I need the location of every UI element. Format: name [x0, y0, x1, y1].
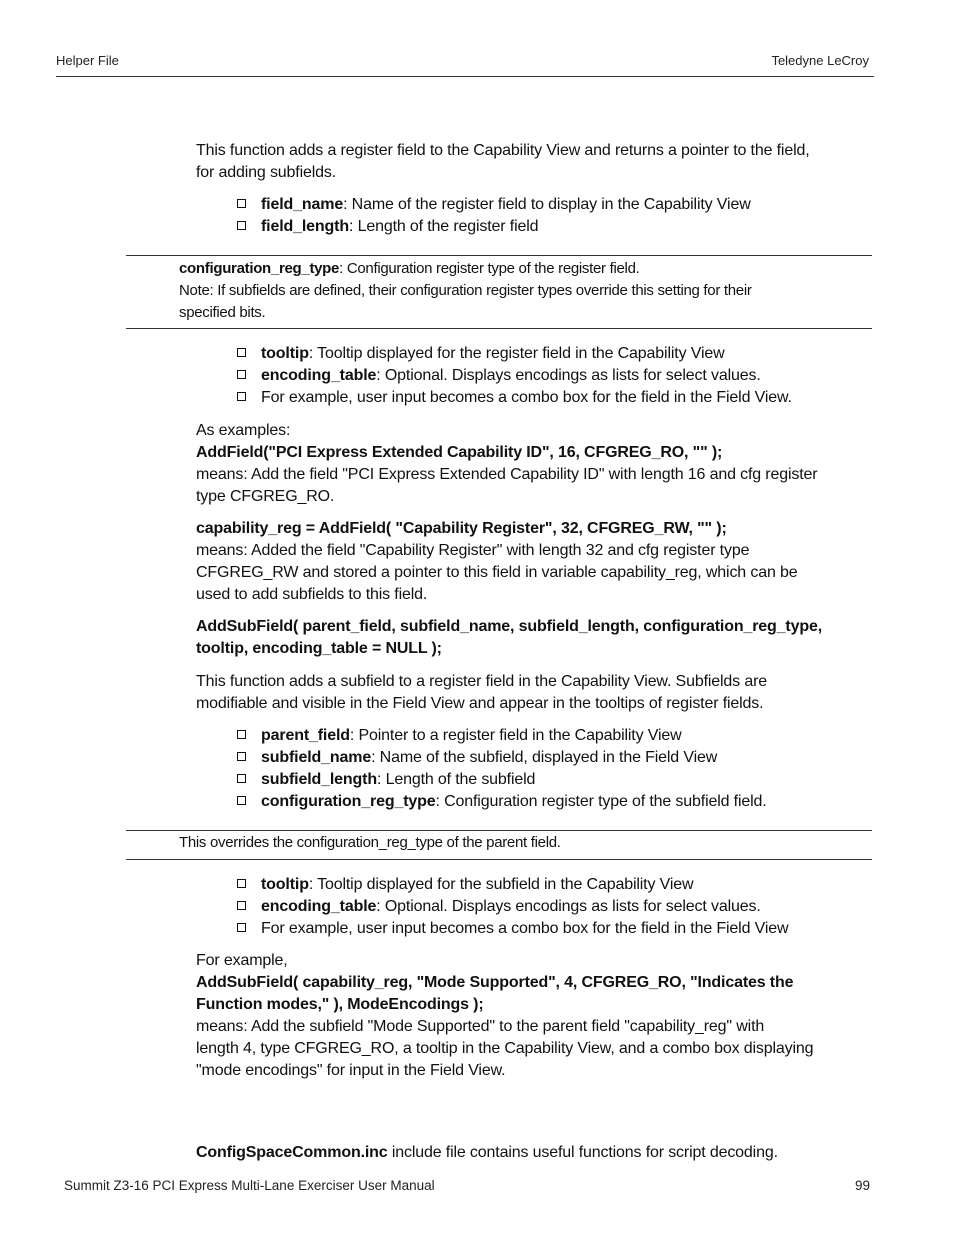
note-box: This overrides the configuration_reg_type of the parent field.	[179, 834, 561, 851]
intro-line-1: This function adds a register field to the Capability View and returns a pointer to the field,	[196, 142, 810, 159]
list-item: tooltip: Tooltip displayed for the register field in the Capability View	[237, 343, 877, 365]
code-line: AddField("PCI Express Extended Capability ID", 16, CFGREG_RO, "" );	[196, 444, 723, 461]
examples-block: As examples: AddField("PCI Express Extended Capability ID", 16, CFGREG_RO, "" ); means: Add the field "PCI Express Extended Capability ID" with length 16 and cfg register type CFGREG_RO.	[196, 422, 818, 505]
list-item: subfield_name: Name of the subfield, displayed in the Field View	[237, 747, 877, 769]
note-rule-bottom	[126, 328, 872, 329]
note-line: specified bits.	[179, 304, 266, 321]
list-item: parent_field: Pointer to a register field in the Capability View	[237, 725, 877, 747]
footer-left: Summit Z3-16 PCI Express Multi-Lane Exerciser User Manual	[64, 1178, 435, 1193]
checkbox-bullet-icon	[237, 752, 246, 761]
checkbox-bullet-icon	[237, 730, 246, 739]
checkbox-bullet-icon	[237, 221, 246, 230]
list-item: For example, user input becomes a combo box for the field in the Field View	[237, 918, 877, 940]
list-item: field_name: Name of the register field to display in the Capability View	[237, 194, 877, 216]
header-rule	[56, 76, 874, 77]
checkbox-bullet-icon	[237, 879, 246, 888]
header-left: Helper File	[56, 53, 119, 68]
list-item: field_length: Length of the register field	[237, 216, 877, 238]
code-line: capability_reg = AddField( "Capability Register", 32, CFGREG_RW, "" );	[196, 520, 727, 537]
list-item: subfield_length: Length of the subfield	[237, 769, 877, 791]
checkbox-bullet-icon	[237, 901, 246, 910]
list-item: encoding_table: Optional. Displays encodings as lists for select values.	[237, 365, 877, 387]
checkbox-bullet-icon	[237, 370, 246, 379]
closing-paragraph: ConfigSpaceCommon.inc include file contains useful functions for script decoding.	[196, 1144, 778, 1161]
checkbox-bullet-icon	[237, 392, 246, 401]
note-rule-top	[126, 830, 872, 831]
list-item: For example, user input becomes a combo box for the field in the Field View.	[237, 387, 877, 409]
note-line: Note: If subfields are defined, their configuration register types override this setting for their	[179, 282, 752, 299]
note-box: configuration_reg_type: Configuration register type of the register field. Note: If subfields are defined, their configuration register types override this setting for their specified bits.	[179, 258, 869, 324]
addsubfield-signature: AddSubField( parent_field, subfield_name, subfield_length, configuration_reg_type, tooltip, encoding_table = NULL );	[196, 618, 822, 657]
checkbox-bullet-icon	[237, 199, 246, 208]
header-right: Teledyne LeCroy	[771, 53, 869, 68]
list-item: tooltip: Tooltip displayed for the subfield in the Capability View	[237, 874, 877, 896]
note-rule-top	[126, 255, 872, 256]
list-item: configuration_reg_type: Configuration register type of the subfield field.	[237, 791, 877, 813]
list-item: encoding_table: Optional. Displays encodings as lists for select values.	[237, 896, 877, 918]
page-number: 99	[854, 1178, 870, 1193]
example-block: For example, AddSubField( capability_reg, "Mode Supported", 4, CFGREG_RO, "Indicates the Function modes," ), ModeEncodings ); means: Add the subfield "Mode Supported" to the parent field "capability_reg" with length 4, type CFGREG_RO, a tooltip in the Capability View, and a combo box displaying "mode encodings" for input in the Field View.	[196, 952, 814, 1079]
examples-block-2: capability_reg = AddField( "Capability Register", 32, CFGREG_RW, "" ); means: Added the field "Capability Register" with length 32 and cfg register type CFGREG_RW and stored a pointer to this field in variable capability_reg, which can be used to add subfields to this field.	[196, 520, 798, 603]
note-rule-bottom	[126, 859, 872, 860]
intro-line-2: for adding subfields.	[196, 164, 337, 181]
checkbox-bullet-icon	[237, 774, 246, 783]
checkbox-bullet-icon	[237, 796, 246, 805]
checkbox-bullet-icon	[237, 923, 246, 932]
intro-paragraph	[196, 140, 876, 184]
addsubfield-description: This function adds a subfield to a register field in the Capability View. Subfields are modifiable and visible in the Field View and appear in the tooltips of register fields.	[196, 673, 767, 712]
checkbox-bullet-icon	[237, 348, 246, 357]
